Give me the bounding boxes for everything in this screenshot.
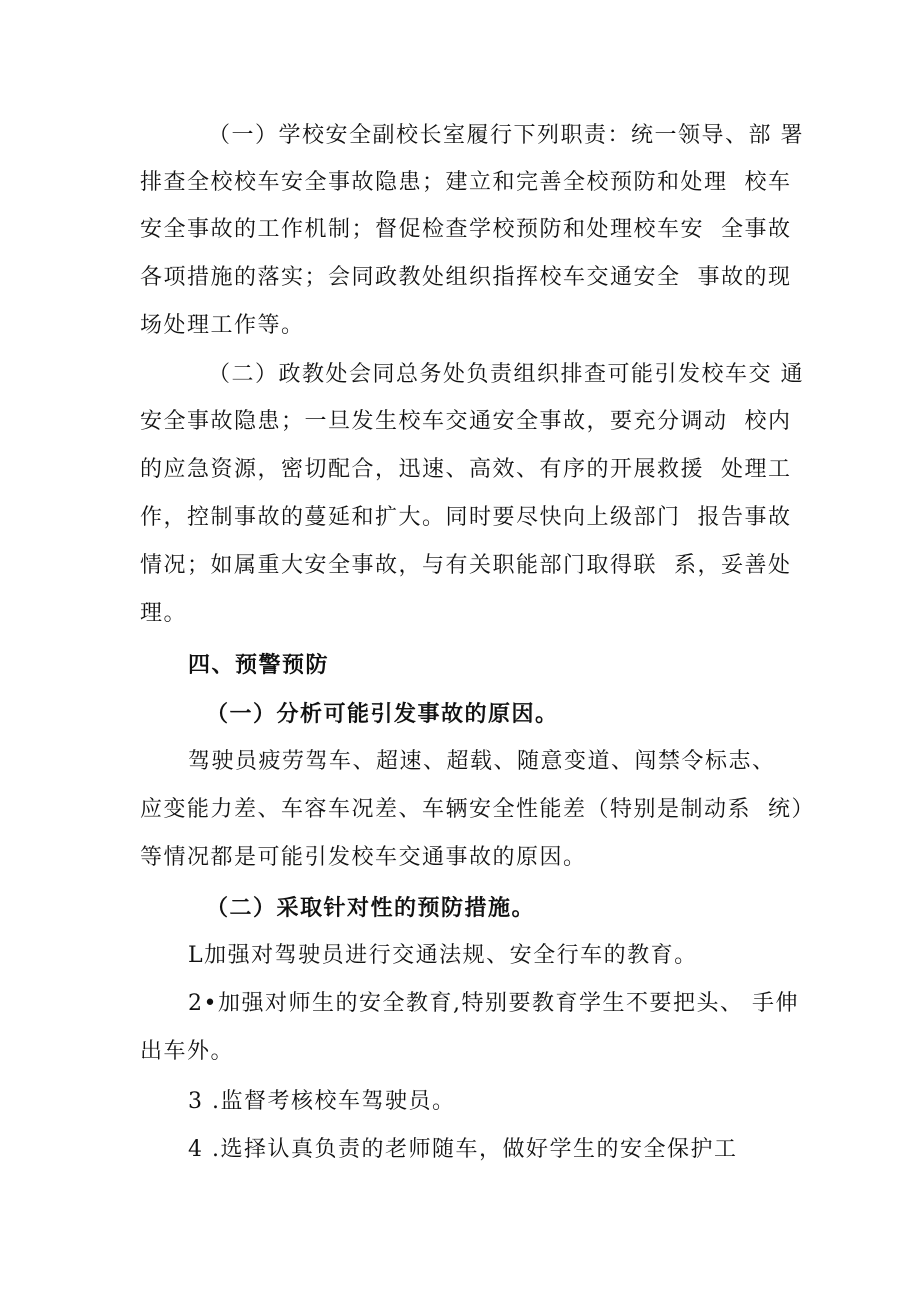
paragraph-1-line-3: 安全事故的工作机制；督促检查学校预防和处理校车安 全事故 — [140, 217, 792, 242]
subsection-1-heading: （一）分析可能引发事故的原因。 — [206, 701, 559, 727]
paragraph-2-line-3: 的应急资源，密切配合，迅速、高效、有序的开展救援 处理工 — [140, 457, 792, 482]
paragraph-1-line-2: 排查全校校车安全事故隐患；建立和完善全校预防和处理 校车 — [140, 170, 792, 195]
paragraph-2-line-1: （二）政教处会同总务处负责组织排查可能引发校车交 通 — [208, 362, 804, 387]
paragraph-3-line-1: 驾驶员疲劳驾车、超速、超载、随意变道、闯禁令标志、 — [188, 749, 776, 774]
paragraph-2-line-6: 理。 — [140, 601, 188, 626]
paragraph-2-line-5: 情况；如属重大安全事故，与有关职能部门取得联 系，妥善处 — [140, 553, 792, 578]
paragraph-1-line-4: 各项措施的落实；会同政教处组织指挥校车交通安全 事故的现 — [140, 265, 792, 290]
paragraph-3-line-3: 等情况都是可能引发校车交通事故的原因。 — [140, 845, 587, 870]
list-item-2-line-1: 2•加强对师生的安全教育,特别要教育学生不要把头、 手伸 — [188, 991, 799, 1016]
paragraph-1-line-5: 场处理工作等。 — [140, 313, 305, 338]
list-item-3: 3 .监督考核校车驾驶员。 — [188, 1089, 456, 1114]
paragraph-3-line-2: 应变能力差、车容车况差、车辆安全性能差（特别是制动系 统） — [140, 797, 815, 822]
paragraph-2-line-4: 作，控制事故的蔓延和扩大。同时要尽快向上级部门 报告事故 — [140, 505, 792, 530]
list-item-1: L加强对驾驶员进行交通法规、安全行车的教育。 — [188, 943, 698, 968]
list-item-2-line-2: 出车外。 — [140, 1039, 235, 1064]
subsection-2-heading: （二）采取针对性的预防措施。 — [206, 895, 536, 921]
paragraph-2-line-2: 安全事故隐患；一旦发生校车交通安全事故，要充分调动 校内 — [140, 409, 792, 434]
paragraph-1-line-1: （一）学校安全副校长室履行下列职责：统一领导、部 署 — [208, 123, 804, 148]
list-item-4: 4 .选择认真负责的老师随车，做好学生的安全保护工 — [188, 1137, 738, 1162]
section-4-heading: 四、预警预防 — [188, 652, 330, 678]
